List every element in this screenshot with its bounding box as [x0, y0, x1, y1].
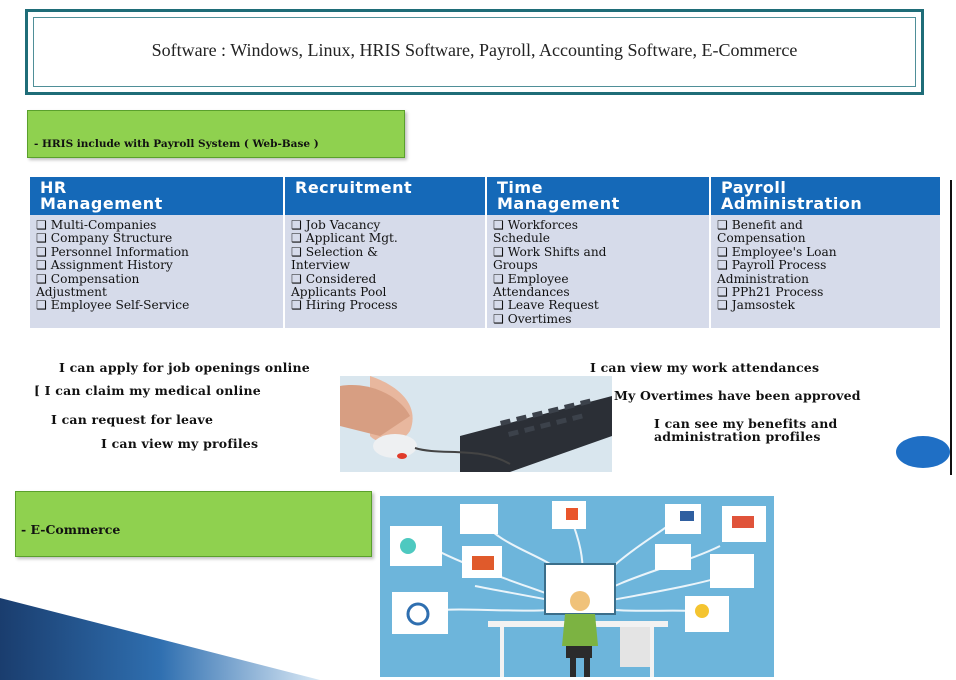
column-payroll-administration [711, 177, 940, 328]
column-body: ❑ Multi-Companies ❑ Company Structure ❑ Personnel Information ❑ Assignment History ❑ Compensation Adjustment ❑ Employee Self-Service [36, 218, 190, 313]
decorative-wedge [0, 580, 320, 680]
ecommerce-network-graphic [380, 496, 774, 677]
hris-modules-table [30, 177, 940, 328]
column-body: ❑ Workforces Schedule ❑ Work Shifts and Groups ❑ Employee Attendances ❑ Leave Request ❑ Overtimes [493, 218, 607, 326]
claim-attendances: I can view my work attendances [590, 360, 820, 375]
right-edge-line [950, 180, 952, 475]
column-header: Recruitment [285, 177, 485, 215]
software-title-box [25, 9, 924, 95]
ecommerce-label-box [15, 491, 372, 557]
claim-leave: I can request for leave [51, 412, 214, 427]
claim-apply-job: I can apply for job openings online [59, 360, 310, 375]
mouse-keyboard-illustration [340, 376, 612, 472]
claim-benefits: I can see my benefits and administration profiles [654, 416, 838, 444]
hris-label-box [27, 110, 405, 158]
hris-label: - HRIS include with Payroll System ( Web-Base ) [34, 138, 319, 150]
column-header: Payroll Administration [711, 177, 940, 215]
ecommerce-label: - E-Commerce [21, 522, 121, 537]
claim-medical [34, 383, 261, 398]
blue-dot [896, 436, 950, 468]
claim-profiles: I can view my profiles [101, 436, 259, 451]
claim-bracket: [ [34, 383, 45, 398]
column-body: ❑ Benefit and Compensation ❑ Employee's Loan ❑ Payroll Process Administration ❑ PPh21 Process ❑ Jamsostek [717, 218, 837, 313]
ecommerce-illustration [380, 496, 774, 677]
mouse-keyboard-photo [340, 376, 612, 472]
software-line: Software : Windows, Linux, HRIS Software, Payroll, Accounting Software, E-Commerce [151, 39, 798, 60]
column-header: Time Management [487, 177, 709, 215]
column-body: ❑ Job Vacancy ❑ Applicant Mgt. ❑ Selection & Interview ❑ Considered Applicants Pool ❑ Hiring Process [291, 218, 398, 313]
column-hr-management [30, 177, 284, 328]
claim-medical-text: I can claim my medical online [44, 383, 261, 398]
column-time-management [487, 177, 709, 328]
claim-overtimes: My Overtimes have been approved [614, 388, 861, 403]
software-title-inner-frame [33, 17, 916, 87]
column-recruitment [285, 177, 485, 328]
column-header: HR Management [30, 177, 284, 215]
